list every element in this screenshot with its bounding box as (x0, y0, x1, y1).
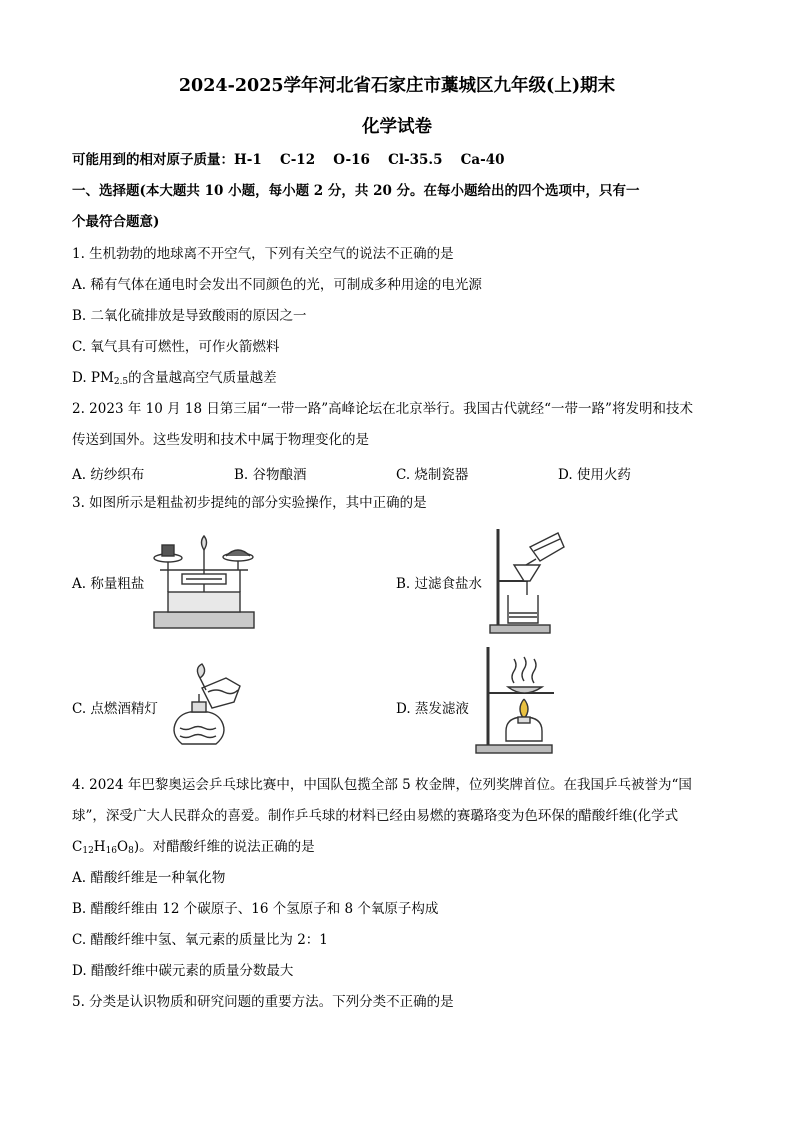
filtration-figure (488, 525, 568, 637)
atomic-masses: 可能用到的相对原子质量：H-1 C-12 O-16 Cl-35.5 Ca-40 (72, 152, 505, 168)
q1-option-d: D. $PM_{2.5}$的含量越高空气质量越差 (72, 370, 277, 387)
q4-option-c: C. 醋酸纤维中氢、氧元素的质量比为 2：1 (72, 932, 328, 948)
q1-option-c: C. 氧气具有可燃性，可作火箭燃料 (72, 339, 280, 355)
q1-option-a: A. 稀有气体在通电时会发出不同颜色的光，可制成多种用途的电光源 (72, 277, 482, 293)
q1-stem: 1. 生机勃勃的地球离不开空气，下列有关空气的说法不正确的是 (72, 246, 454, 262)
q4-stem-line1: 4. 2024 年巴黎奥运会乒乓球比赛中，中国队包揽全部 5 枚金牌，位列奖牌首位。在我国乒乓被誉为“国 (72, 777, 692, 793)
q4-stem-line3: $C_{12}H_{16}O_8$)。对醋酸纤维的说法正确的是 (72, 839, 315, 856)
lighting-alcohol-lamp-figure (162, 662, 248, 750)
q4-option-b: B. 醋酸纤维由 12 个碳原子、16 个氢原子和 8 个氧原子构成 (72, 901, 439, 917)
q5-stem: 5. 分类是认识物质和研究问题的重要方法。下列分类不正确的是 (72, 994, 454, 1010)
exam-subtitle: 化学试卷 (362, 117, 432, 137)
q2-stem-line1: 2. 2023 年 10 月 18 日第三届“一带一路”高峰论坛在北京举行。我国古代就经“一带一路”将发明和技术 (72, 401, 693, 417)
section-heading-line2: 个最符合题意) (72, 214, 160, 230)
q1-option-b: B. 二氧化硫排放是导致酸雨的原因之一 (72, 308, 307, 324)
section-heading-line1: 一、选择题(本大题共 10 小题，每小题 2 分，共 20 分。在每小题给出的四个选项中，只有一 (72, 183, 640, 199)
balance-weighing-figure (146, 530, 262, 632)
q4-option-d: D. 醋酸纤维中碳元素的质量分数最大 (72, 963, 294, 979)
q3-stem: 3. 如图所示是粗盐初步提纯的部分实验操作，其中正确的是 (72, 495, 427, 511)
q2-option-c: C. 烧制瓷器 (396, 467, 469, 483)
evaporation-figure (474, 645, 570, 757)
q2-option-d: D. 使用火药 (558, 467, 631, 483)
q4-option-a: A. 醋酸纤维是一种氧化物 (72, 870, 226, 886)
exam-title: 2024-2025学年河北省石家庄市藁城区九年级(上)期末 (178, 76, 616, 96)
q2-option-a: A. 纺纱织布 (72, 467, 145, 483)
q4-stem-line2: 球”，深受广大人民群众的喜爱。制作乒乓球的材料已经由易燃的赛璐珞变为色环保的醋酸纤维(化学式 (72, 808, 679, 824)
q3-option-a-label: A. 称量粗盐 (72, 576, 145, 592)
q2-option-b: B. 谷物酿酒 (234, 467, 307, 483)
q3-option-c-label: C. 点燃酒精灯 (72, 701, 158, 717)
q3-option-b-label: B. 过滤食盐水 (396, 576, 483, 592)
q2-stem-line2: 传送到国外。这些发明和技术中属于物理变化的是 (72, 432, 369, 448)
q3-option-d-label: D. 蒸发滤液 (396, 701, 469, 717)
